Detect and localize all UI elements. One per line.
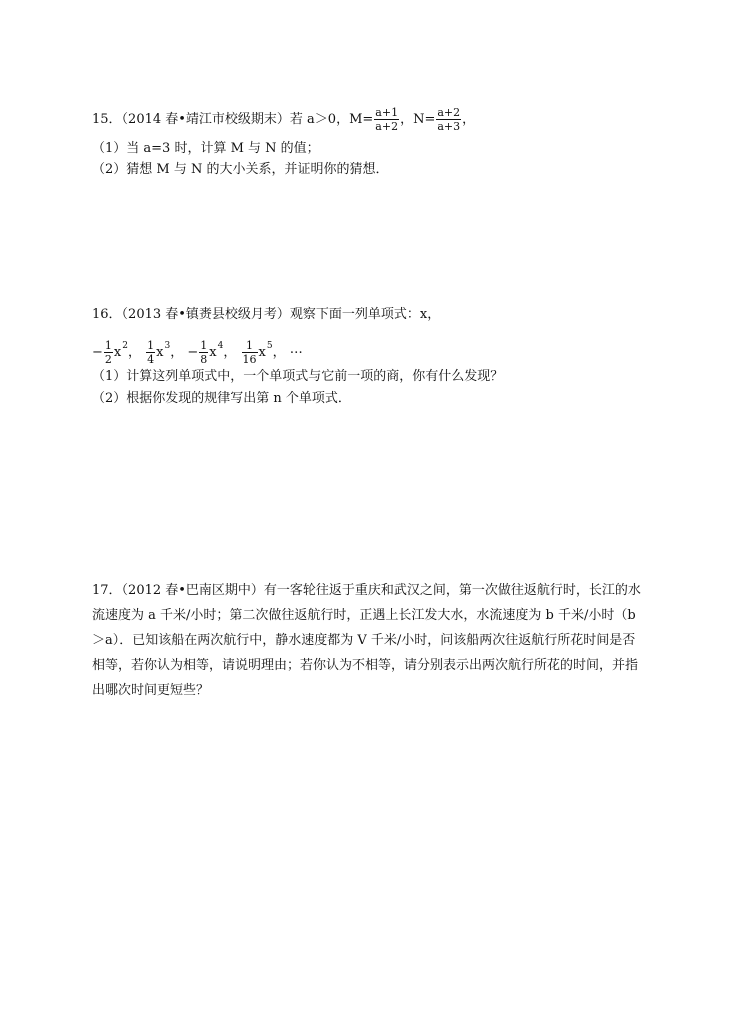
q15-stem bbox=[92, 106, 475, 133]
term-sign: − bbox=[92, 345, 103, 360]
q16-term-1 bbox=[92, 331, 141, 368]
term-exponent: 2 bbox=[122, 341, 128, 351]
term-variable: x bbox=[258, 345, 266, 360]
term-fraction bbox=[242, 339, 258, 366]
term-variable: x bbox=[209, 345, 217, 360]
q16-term-2 bbox=[145, 331, 183, 368]
q15-n-denominator: a+3 bbox=[437, 120, 461, 133]
term-comma: ， bbox=[127, 345, 141, 360]
term-numerator: 1 bbox=[147, 339, 155, 352]
q15-part1: （1）当 a=3 时，计算 M 与 N 的值； bbox=[92, 141, 320, 156]
term-numerator: 1 bbox=[242, 339, 258, 353]
q16-part2: （2）根据你发现的规律写出第 n 个单项式． bbox=[92, 391, 351, 406]
q15-head: 15．（2014 春•靖江市校级期末）若 a＞0，M= bbox=[92, 112, 374, 127]
q16-term-4 bbox=[241, 331, 286, 368]
term-exponent: 4 bbox=[217, 341, 224, 351]
q15-sep: ，N= bbox=[400, 112, 436, 127]
q15-tail: ， bbox=[462, 112, 476, 127]
term-comma: ， bbox=[170, 345, 184, 360]
q16-ellipsis: … bbox=[289, 341, 303, 357]
term-variable: x bbox=[156, 345, 164, 360]
q15-m-fraction bbox=[374, 106, 399, 133]
term-denominator: 4 bbox=[147, 353, 155, 366]
q17-text: 17．（2012 春•巴南区期中）有一客轮往返于重庆和武汉之间，第一次做往返航行时，长江的水流速度为 a 千米/小时；第二次做往返航行时，正遇上长江发大水，水流速度为 b 千米/小时（b＞a）．已知该船在两次航行中，静水速度都为 V 千米/小时，问该船两次往返航行所花时间是否相等，若你认为相等，请说明理由；若你认为不相等，请分别表示出两次航行所花的时间，并指出哪次时间更短些？ bbox=[92, 583, 641, 698]
term-denominator: 2 bbox=[104, 353, 112, 366]
q15-m-numerator: a+1 bbox=[375, 106, 399, 119]
term-fraction bbox=[199, 339, 208, 366]
term-variable: x bbox=[113, 345, 122, 360]
term-sign: − bbox=[187, 345, 199, 360]
term-denominator: 16 bbox=[242, 353, 257, 366]
q16-part1: （1）计算这列单项式中，一个单项式与它前一项的商，你有什么发现？ bbox=[92, 369, 504, 384]
term-fraction bbox=[104, 339, 113, 366]
q15-part2: （2）猜想 M 与 N 的大小关系，并证明你的猜想． bbox=[92, 162, 389, 177]
q16-term-3 bbox=[187, 331, 236, 368]
term-comma: ， bbox=[223, 345, 237, 360]
q16-terms bbox=[92, 331, 303, 368]
term-exponent: 5 bbox=[266, 341, 273, 351]
term-comma: ， bbox=[272, 345, 286, 360]
term-numerator: 1 bbox=[104, 339, 112, 352]
term-numerator: 1 bbox=[200, 339, 208, 352]
term-fraction bbox=[146, 339, 155, 366]
term-denominator: 8 bbox=[200, 353, 208, 366]
q15-n-fraction bbox=[436, 106, 461, 133]
term-exponent: 3 bbox=[164, 341, 171, 351]
q16-stem: 16．（2013 春•镇赉县校级月考）观察下面一列单项式：x， bbox=[92, 307, 441, 322]
q15-n-numerator: a+2 bbox=[437, 106, 461, 119]
q15-m-denominator: a+2 bbox=[375, 120, 399, 133]
